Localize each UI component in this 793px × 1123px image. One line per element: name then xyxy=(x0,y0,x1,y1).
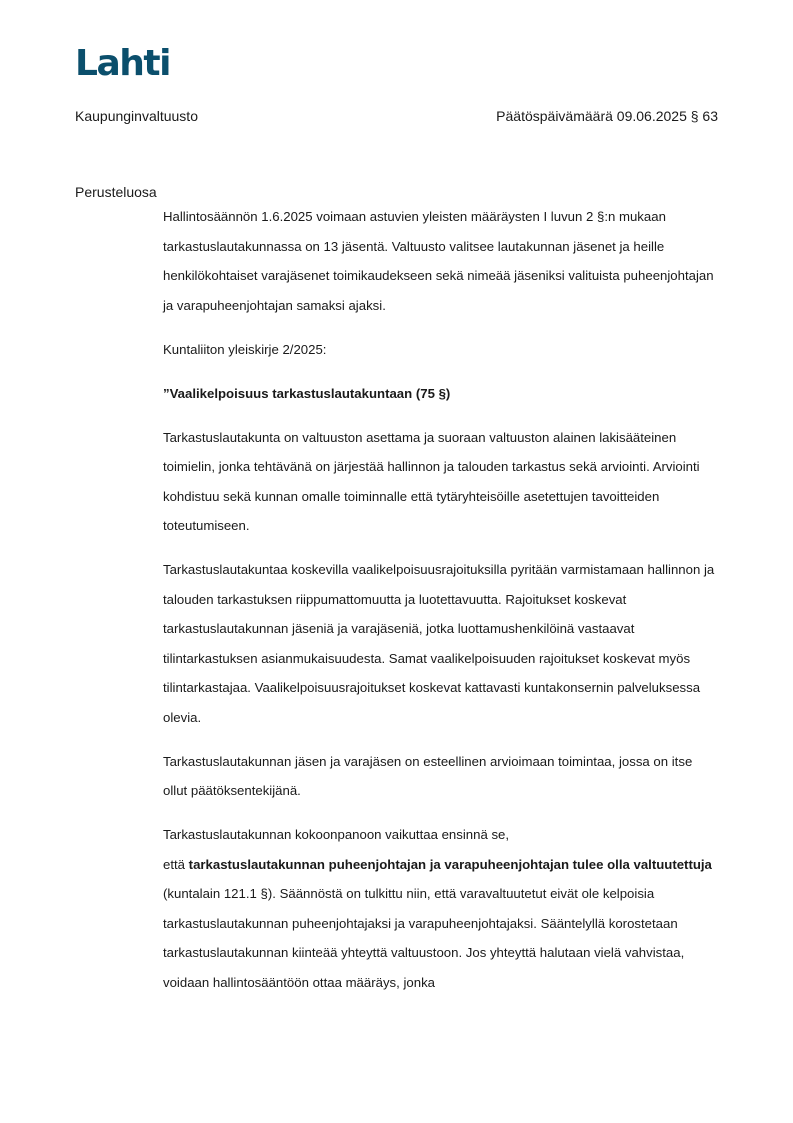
paragraph-5: Tarkastuslautakuntaa koskevilla vaalikelpoisuusrajoituksilla pyritään varmistamaan hallinnon ja talouden tarkastuksen riippumattomuutta ja luotettavuutta. Rajoitukset koskevat tarkastuslautakunnan jäseniä ja varajäseniä, jotka luottamushenkilöinä vastaavat tilintarkastuksen asianmukaisuudesta. Samat vaalikelpoisuuden rajoitukset koskevat myös tilintarkastajaa. Vaalikelpoisuusrajoitukset koskevat kattavasti kuntakonsernin palveluksessa olevia. xyxy=(163,562,715,725)
paragraph-2: Kuntaliiton yleiskirje 2/2025: xyxy=(163,341,327,357)
paragraph-7-line1: Tarkastuslautakunnan kokoonpanoon vaikuttaa ensinnä se, xyxy=(163,827,510,842)
paragraph-7 xyxy=(163,820,719,997)
quoted-heading: ”Vaalikelpoisuus tarkastuslautakuntaan (75 §) xyxy=(163,385,451,401)
header-organ: Kaupunginvaltuusto xyxy=(75,108,198,124)
header-decision-info: Päätöspäivämäärä 09.06.2025 § 63 xyxy=(496,108,718,124)
paragraph-7-rest: (kuntalain 121.1 §). Säännöstä on tulkittu niin, että varavaltuutetut eivät ole kelpoisia tarkastuslautakunnan puheenjohtajaksi ja varapuheenjohtajaksi. Sääntelyllä korostetaan tarkastuslautakunnan kiinteää yhteyttä valtuustoon. Jos yhteyttä halutaan vielä vahvistaa, voidaan hallintosääntöön ottaa määräys, jonka xyxy=(163,886,685,990)
paragraph-7-bold: tarkastuslautakunnan puheenjohtajan ja varapuheenjohtajan tulee olla valtuutettuja xyxy=(188,856,712,872)
document-body xyxy=(163,202,719,1012)
paragraph-1: Hallintosäännön 1.6.2025 voimaan astuvien yleisten määräysten I luvun 2 §:n mukaan tarkastuslautakunnassa on 13 jäsentä. Valtuusto valitsee lautakunnan jäsenet ja heille henkilökohtaiset varajäsenet toimikaudekseen sekä nimeää jäseniksi valituista puheenjohtajan ja varapuheenjohtajan samaksi ajaksi. xyxy=(163,209,714,313)
paragraph-7-pre: että xyxy=(163,856,189,872)
section-title: Perusteluosa xyxy=(75,184,157,200)
paragraph-3-heading xyxy=(163,379,719,409)
paragraph-4: Tarkastuslautakunta on valtuuston asettama ja suoraan valtuuston alainen lakisääteinen toimielin, jonka tehtävänä on järjestää hallinnon ja talouden tarkastus sekä arviointi. Arviointi kohdistuu sekä kunnan omalle toiminnalle että tytäryhteisöille asetettujen tavoitteiden toteutumiseen. xyxy=(163,429,700,533)
lahti-logo: Lahti xyxy=(75,43,170,84)
paragraph-6: Tarkastuslautakunnan jäsen ja varajäsen on esteellinen arvioimaan toimintaa, jossa on itse ollut päätöksentekijänä. xyxy=(163,753,693,798)
